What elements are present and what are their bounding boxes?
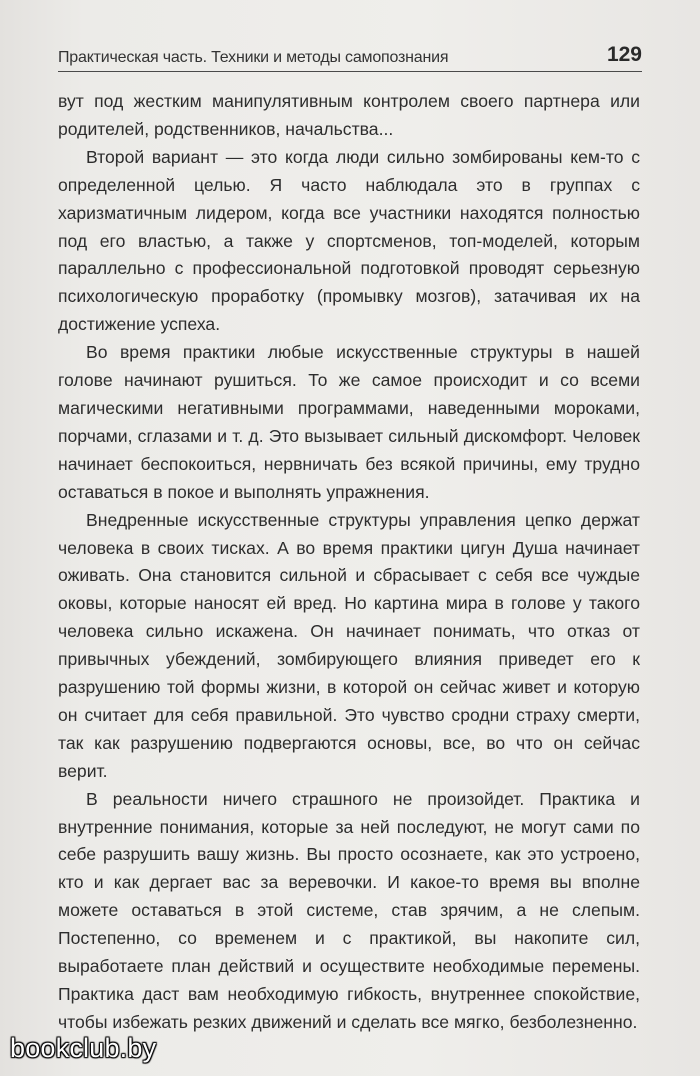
paragraph-2: Второй вариант — это когда люди сильно зомбированы кем-то с определенной целью. Я часто наблюдала это в группах с харизматичным лидером, когда все участники находятся полностью под его властью, а также у спортсменов, топ-моделей, которым параллельно с профессиональной подготовкой проводят серьезную психологическую проработку (промывку мозгов), затачивая их на достижение успеха. [58,146,640,335]
paragraph-5: В реальности ничего страшного не произойдет. Практика и внутренние понимания, которые за ней последуют, не могут сами по себе разрушить вашу жизнь. Вы просто осознаете, как это устроено, кто и как дергает вас за веревочки. И какое-то время вы вполне можете оставаться в этой системе, став зрячим, а не слепым. Постепенно, со временем и с практикой, вы накопите сил, выработаете план действий и осуществите необходимые перемены. Практика даст вам необходимую гибкость, внутреннее спокойствие, чтобы избежать резких движений и сделать все мягко, безболезненно. [58,788,640,1032]
paragraph-1: вут под жестким манипулятивным контролем своего партнера или родителей, родственников, начальства... [58,91,640,139]
watermark: bookclub.by [10,1033,157,1063]
page-header [58,38,642,72]
body-text [58,88,640,1037]
page-number: 129 [606,43,642,66]
running-head: Практическая часть. Техники и методы самопознания [58,49,449,66]
paragraph-4: Внедренные искусственные структуры управления цепко держат человека в своих тисках. А во время практики цигун Душа начинает оживать. Она становится сильной и сбрасывает с себя все чуждые оковы, которые наносят ей вред. Но картина мира в голове у такого человека сильно искажена. Он начинает понимать, что отказ от привычных убеждений, зомбирующего влияния приведет его к разрушению той формы жизни, в которой он сейчас живет и которую он считает для себя правильной. Это чувство сродни страху смерти, так как разрушению подвергаются основы, все, во что он сейчас верит. [58,509,640,781]
paragraph-3: Во время практики любые искусственные структуры в нашей голове начинают рушиться. То же самое происходит и со всеми магическими негативными программами, наведенными мороками, порчами, сглазами и т. д. Это вызывает сильный дискомфорт. Человек начинает беспокоиться, нервничать без всякой причины, ему трудно оставаться в покое и выполнять упражнения. [58,342,640,502]
